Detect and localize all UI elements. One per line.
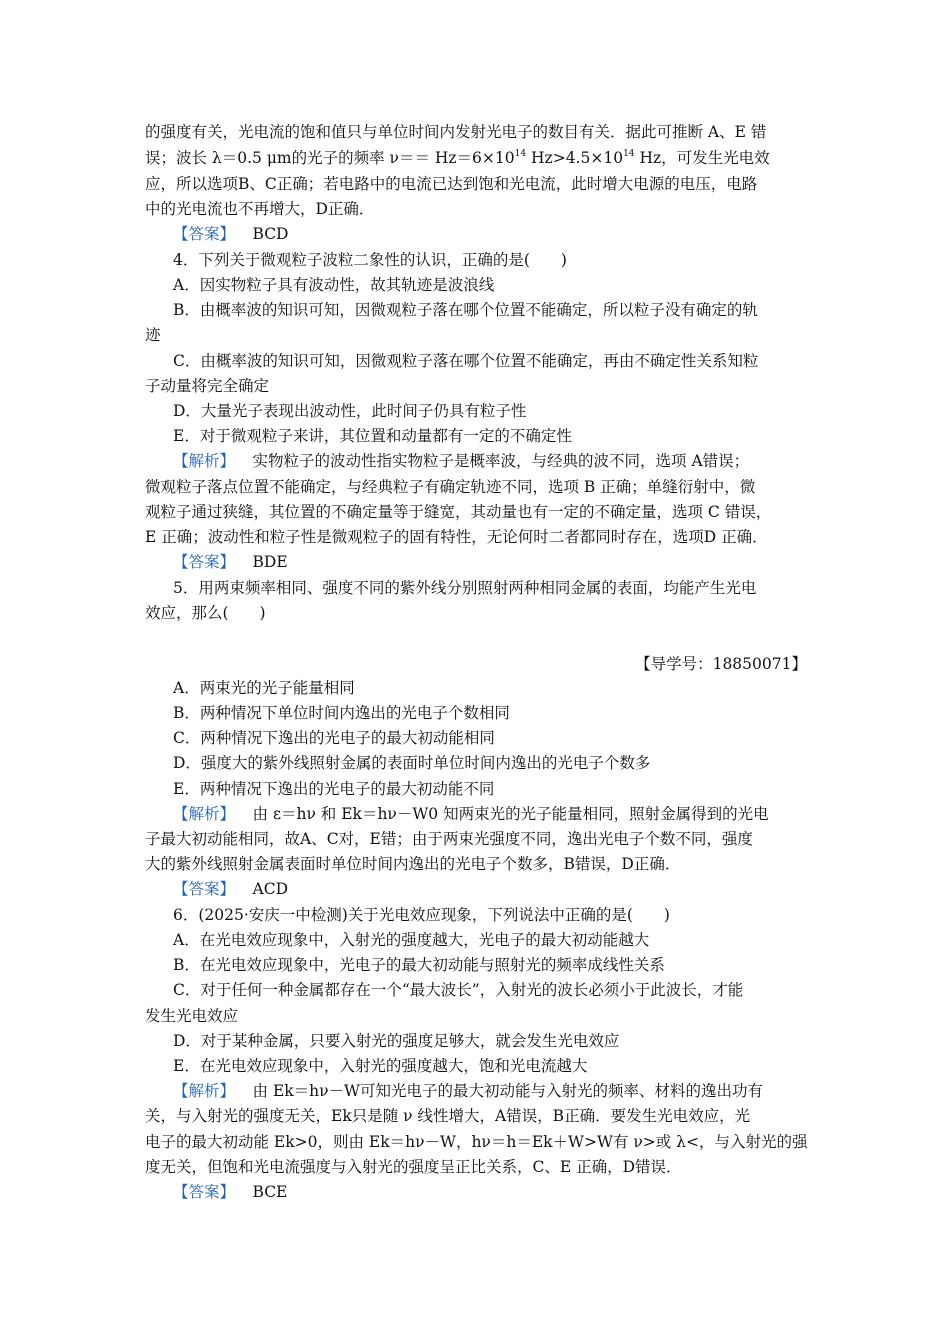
intro-line-4: 中的光电流也不再增大，D正确． — [145, 200, 375, 218]
question-6-analysis-line-3: 电子的最大初动能 Ek>0，则由 Ek＝hν－W，hν＝h＝Ek＋W>W有 ν>或 λ<，与入射光的强 — [145, 1133, 808, 1151]
answer-tag: 【答案】 — [173, 880, 236, 898]
question-4-analysis-line-2: 微观粒子落点位置不能确定，与经典粒子有确定轨迹不同，选项 B 正确；单缝衍射中，微 — [145, 478, 756, 496]
question-5-analysis-line-3: 大的紫外线照射金属表面时单位时间内逸出的光电子个数多，B错误，D正确． — [145, 855, 681, 873]
analysis-tag: 【解析】 — [173, 805, 236, 823]
exponent: 14 — [514, 148, 527, 159]
question-6-option-d: D．对于某种金属，只要入射光的强度足够大，就会发生光电效应 — [173, 1032, 620, 1050]
question-5-stem: 5．用两束频率相同、强度不同的紫外线分别照射两种相同金属的表面，均能产生光电 — [173, 579, 757, 597]
answer-tag: 【答案】 — [173, 1183, 236, 1201]
analysis-tag: 【解析】 — [173, 452, 236, 470]
question-4-option-b-cont: 迹 — [145, 326, 161, 344]
analysis-tag: 【解析】 — [173, 1082, 236, 1100]
question-5-option-a: A．两束光的光子能量相同 — [173, 679, 355, 697]
question-5-option-c: C．两种情况下逸出的光电子的最大初动能相同 — [173, 729, 495, 747]
intro-line-2-e: Hz，可发生光电效 — [634, 149, 770, 167]
question-4-option-a: A．因实物粒子具有波动性，故其轨迹是波浪线 — [173, 276, 495, 294]
question-6-analysis-line-4: 度无关，但饱和光电流强度与入射光的强度呈正比关系，C、E 正确，D错误． — [145, 1158, 682, 1176]
question-4-option-c-cont: 子动量将完全确定 — [145, 377, 270, 395]
analysis-text: 由 Ek＝hν－W可知光电子的最大初动能与入射光的频率、材料的逸出功有 — [252, 1082, 763, 1100]
analysis-text: 实物粒子的波动性指实物粒子是概率波，与经典的波不同，选项 A错误； — [252, 452, 750, 470]
answer-line — [173, 552, 288, 572]
question-6-analysis-line-2: 关，与入射光的强度无关，Ek只是随 ν 线性增大，A错误，B正确．要发生光电效应，光 — [145, 1107, 751, 1125]
question-6-option-c: C．对于任何一种金属都存在一个“最大波长”，入射光的波长必须小于此波长，才能 — [173, 981, 744, 999]
question-4-option-b: B．由概率波的知识可知，因微观粒子落在哪个位置不能确定，所以粒子没有确定的轨 — [173, 301, 758, 319]
guide-prefix: 【导学号： — [635, 655, 713, 673]
guide-number-value: 18850071 — [712, 655, 792, 673]
question-5-stem-cont: 效应，那么( ) — [145, 604, 266, 622]
question-6-stem: 6．(2025·安庆一中检测)关于光电效应现象，下列说法中正确的是( ) — [173, 906, 670, 924]
question-4-option-c: C．由概率波的知识可知，因微观粒子落在哪个位置不能确定，再由不确定性关系知粒 — [173, 352, 759, 370]
question-6-option-c-cont: 发生光电效应 — [145, 1007, 239, 1025]
question-5-option-b: B．两种情况下单位时间内逸出的光电子个数相同 — [173, 704, 510, 722]
question-5-analysis-line-2: 子最大初动能相同，故A、C对，E错；由于两束光强度不同，逸出光电子个数不同，强度 — [145, 830, 753, 848]
exponent: 14 — [623, 148, 635, 159]
question-4-analysis-line-4: E 正确；波动性和粒子性是微观粒子的固有特性，无论何时二者都同时存在，选项D 正确． — [145, 528, 768, 546]
answer-value: BCD — [252, 225, 289, 243]
question-4-analysis-line-1 — [173, 451, 749, 471]
question-4-option-d: D．大量光子表现出波动性，此时间子仍具有粒子性 — [173, 402, 527, 420]
question-4-option-e: E．对于微观粒子来讲，其位置和动量都有一定的不确定性 — [173, 427, 572, 445]
question-6-option-b: B．在光电效应现象中，光电子的最大初动能与照射光的频率成线性关系 — [173, 956, 665, 974]
question-4-stem: 4．下列关于微观粒子波粒二象性的认识，正确的是( ) — [173, 251, 567, 269]
answer-line — [173, 879, 288, 899]
answer-tag: 【答案】 — [173, 553, 236, 571]
answer-tag: 【答案】 — [173, 225, 236, 243]
answer-line — [173, 1182, 287, 1202]
question-5-option-e: E．两种情况下逸出的光电子的最大初动能不同 — [173, 780, 495, 798]
intro-line-2-a: 误；波长 λ＝0.5 μm的光子的频率 ν＝＝ Hz＝6×10 — [145, 149, 515, 167]
guide-suffix: 】 — [791, 655, 807, 673]
analysis-text: 由 ε＝hν 和 Ek＝hν－W0 知两束光的光子能量相同，照射金属得到的光电 — [252, 805, 769, 823]
question-6-option-e: E．在光电效应现象中，入射光的强度越大，饱和光电流越大 — [173, 1057, 588, 1075]
question-5-option-d: D．强度大的紫外线照射金属的表面时单位时间内逸出的光电子个数多 — [173, 754, 651, 772]
answer-value: BDE — [252, 553, 288, 571]
answer-line — [173, 224, 288, 244]
guide-number — [635, 652, 807, 674]
question-4-analysis-line-3: 观粒子通过狭缝，其位置的不确定量等于缝宽，其动量也有一定的不确定量，选项 C 错误， — [145, 503, 772, 521]
question-5-analysis-line-1 — [173, 804, 769, 824]
answer-value: ACD — [252, 880, 288, 898]
intro-line-2 — [145, 148, 770, 168]
intro-line-1: 的强度有关，光电流的饱和值只与单位时间内发射光电子的数目有关．据此可推断 A、E 错 — [145, 123, 767, 141]
intro-line-3: 应，所以选项B、C正确；若电路中的电流已达到饱和光电流，此时增大电源的电压，电路 — [145, 175, 758, 193]
intro-line-2-c: Hz>4.5×10 — [526, 149, 624, 167]
question-6-analysis-line-1 — [173, 1081, 763, 1101]
answer-value: BCE — [252, 1183, 288, 1201]
question-6-option-a: A．在光电效应现象中，入射光的强度越大，光电子的最大初动能越大 — [173, 931, 650, 949]
